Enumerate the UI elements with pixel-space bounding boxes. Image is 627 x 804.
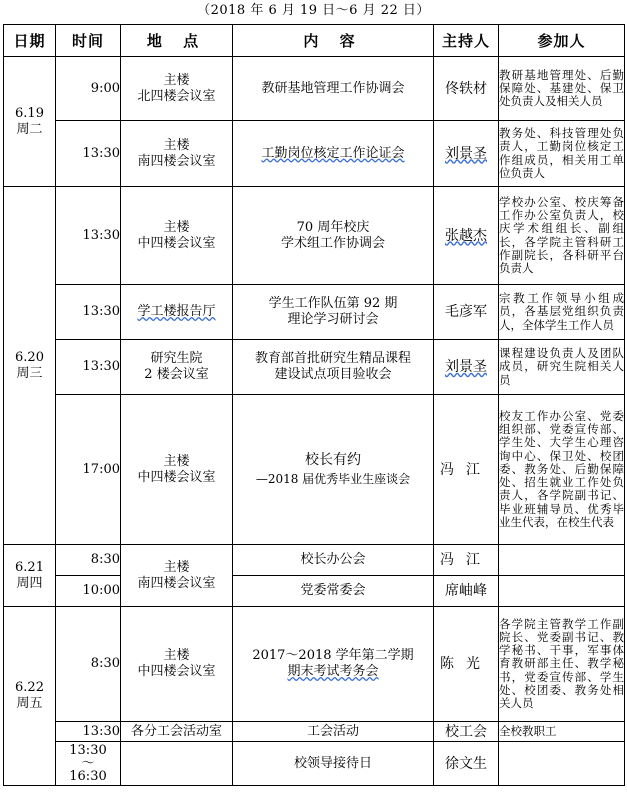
place-cell [121,742,233,786]
place-line: 南四楼会议室 [137,153,216,169]
host-cell: 徐文生 [434,742,499,786]
date-cell [4,607,56,786]
content-cell [233,57,434,121]
content-cell [233,187,434,285]
table-row [4,285,625,340]
time-line: 13:30 [69,743,107,758]
time-cell: 9:00 [56,57,121,121]
schedule-subtitle: （2018 年 6 月 19 日～6 月 22 日） [197,3,430,18]
content-cell [233,545,434,576]
place-line: 研究生院 [150,351,203,366]
place-line: 主楼 [163,453,190,469]
date-cell [4,545,56,607]
content-cell [233,340,434,395]
content-line: 学术组工作协调会 [280,235,385,251]
table-row [4,57,625,121]
time-cell: 13:30 [56,121,121,187]
attendees-cell: 宗教工作领导小组成员，各基层党组织负责人，全体学生工作人员 [499,285,625,340]
place-cell [121,395,233,545]
content-line: 建设试点项目验收会 [274,367,392,382]
table-header-row [4,25,625,57]
content-cell [233,607,434,722]
header-content: 内 容 [233,25,434,57]
weekday-value: 周三 [16,365,43,381]
table-row [4,742,625,786]
schedule-table [3,24,625,786]
host-cell: 冯江 [434,545,499,576]
time-cell [56,742,121,786]
date-value: 6.21 [15,559,44,575]
time-cell: 8:30 [56,545,121,576]
weekday-value: 周二 [16,121,43,137]
attendees-cell: 课程建设负责人及团队成员，研究生院相关人员 [499,340,625,395]
table-row [4,340,625,395]
host-name: 刘景圣 [445,359,487,375]
host-cell [434,340,499,395]
content-line: 校长办公会 [300,552,366,567]
attendees-cell: 各学院主管教学工作副院长、党委副书记、教学秘书、干事，军事体育教研部主任、教学秘书，党委宣传部、学生处、校团委、教务处相关人员 [499,607,625,722]
host-name: 张越杰 [445,227,487,244]
host-cell: 毛彦军 [434,285,499,340]
place-line: 学工楼报告厅 [137,304,216,319]
host-cell: 席岫峰 [434,576,499,607]
weekday-value: 周四 [16,575,43,591]
content-line: 期末考试考务会 [287,664,379,679]
content-line: —2018 届优秀毕业生座谈会 [255,472,411,486]
table-row [4,545,625,576]
content-line: 2017～2018 学年第二学期 [252,648,414,663]
attendees-cell: 校友工作办公室、党委组织部、党委宣传部、学生处、大学生心理咨询中心、保卫处、校团委、教务处、后勤保障处、招生就业工作处负责人，各学院副书记、毕业班辅导员、优秀毕业生代表，在校生代表 [499,395,625,545]
header-time: 时间 [56,25,121,57]
time-line: ～ [81,756,95,771]
place-line: 中四楼会议室 [137,664,216,679]
attendees-cell [499,545,625,576]
date-value: 6.20 [15,349,44,365]
place-cell [121,187,233,285]
host-name: 刘景圣 [445,145,487,162]
place-line: 主楼 [163,219,190,235]
attendees-cell: 教研基地管理处、后勤保障处、基建处、保卫处负责人及相关人员 [499,57,625,121]
time-cell: 10:00 [56,576,121,607]
date-cell [4,187,56,545]
place-cell [121,285,233,340]
host-cell: 佟轶材 [434,57,499,121]
content-line: 党委常委会 [300,583,366,598]
host-cell [434,187,499,285]
place-line: 中四楼会议室 [137,469,216,485]
header-place: 地 点 [121,25,233,57]
attendees-cell [499,576,625,607]
place-cell [121,57,233,121]
place-line: 主楼 [163,648,190,663]
place-line: 主楼 [163,72,190,88]
table-row [4,187,625,285]
date-value: 6.19 [15,105,44,121]
host-cell: 校工会 [434,722,499,742]
time-cell: 13:30 [56,722,121,742]
header-host: 主持人 [434,25,499,57]
date-value: 6.22 [15,680,44,695]
place-cell [121,722,233,742]
date-cell [4,57,56,187]
content-cell [233,742,434,786]
content-line: 校长有约 [305,452,361,468]
place-line: 2 楼会议室 [144,367,209,382]
host-cell: 冯江 [434,395,499,545]
place-cell [121,545,233,607]
content-line: 工会活动 [306,723,359,739]
place-line: 主楼 [163,137,190,153]
content-line: 学生工作队伍第 92 期 [268,296,398,311]
attendees-cell: 学校办公室、校庆筹备工作办公室负责人，校庆学术组组长、副组长，各学院主管科研工作副院长，各科研平台负责人 [499,187,625,285]
weekday-value: 周五 [16,696,43,711]
host-cell [434,121,499,187]
time-cell: 13:30 [56,340,121,395]
place-line: 主楼 [163,559,190,575]
time-cell: 17:00 [56,395,121,545]
table-row [4,607,625,722]
content-cell [233,395,434,545]
place-line: 各分工会活动室 [130,723,222,739]
table-row [4,395,625,545]
header-date: 日期 [4,25,56,57]
content-line: 工勤岗位核定工作论证会 [261,145,405,161]
attendees-cell [499,742,625,786]
place-cell [121,121,233,187]
content-cell [233,121,434,187]
content-cell [233,285,434,340]
time-line: 16:30 [69,769,107,784]
table-row [4,121,625,187]
attendees-cell: 全校教职工 [499,722,625,742]
host-cell: 陈光 [434,607,499,722]
place-cell [121,340,233,395]
header-attendees: 参加人 [499,25,625,57]
time-cell: 8:30 [56,607,121,722]
table-row [4,576,625,607]
place-line: 北四楼会议室 [137,88,216,104]
time-cell: 13:30 [56,187,121,285]
content-line: 教育部首批研究生精品课程 [254,351,411,366]
attendees-cell: 教务处、科技管理处负责人，工勤岗位核定工作组成员，相关用工单位负责人 [499,121,625,187]
content-line: 理论学习研讨会 [287,312,379,327]
content-line: 校领导接待日 [293,755,372,771]
content-line: 70 周年校庆 [296,219,370,235]
content-cell [233,576,434,607]
place-line: 南四楼会议室 [137,575,216,591]
table-row [4,722,625,742]
time-cell: 13:30 [56,285,121,340]
content-cell [233,722,434,742]
content-line: 教研基地管理工作协调会 [261,80,405,96]
place-line: 中四楼会议室 [137,235,216,251]
place-cell [121,607,233,722]
